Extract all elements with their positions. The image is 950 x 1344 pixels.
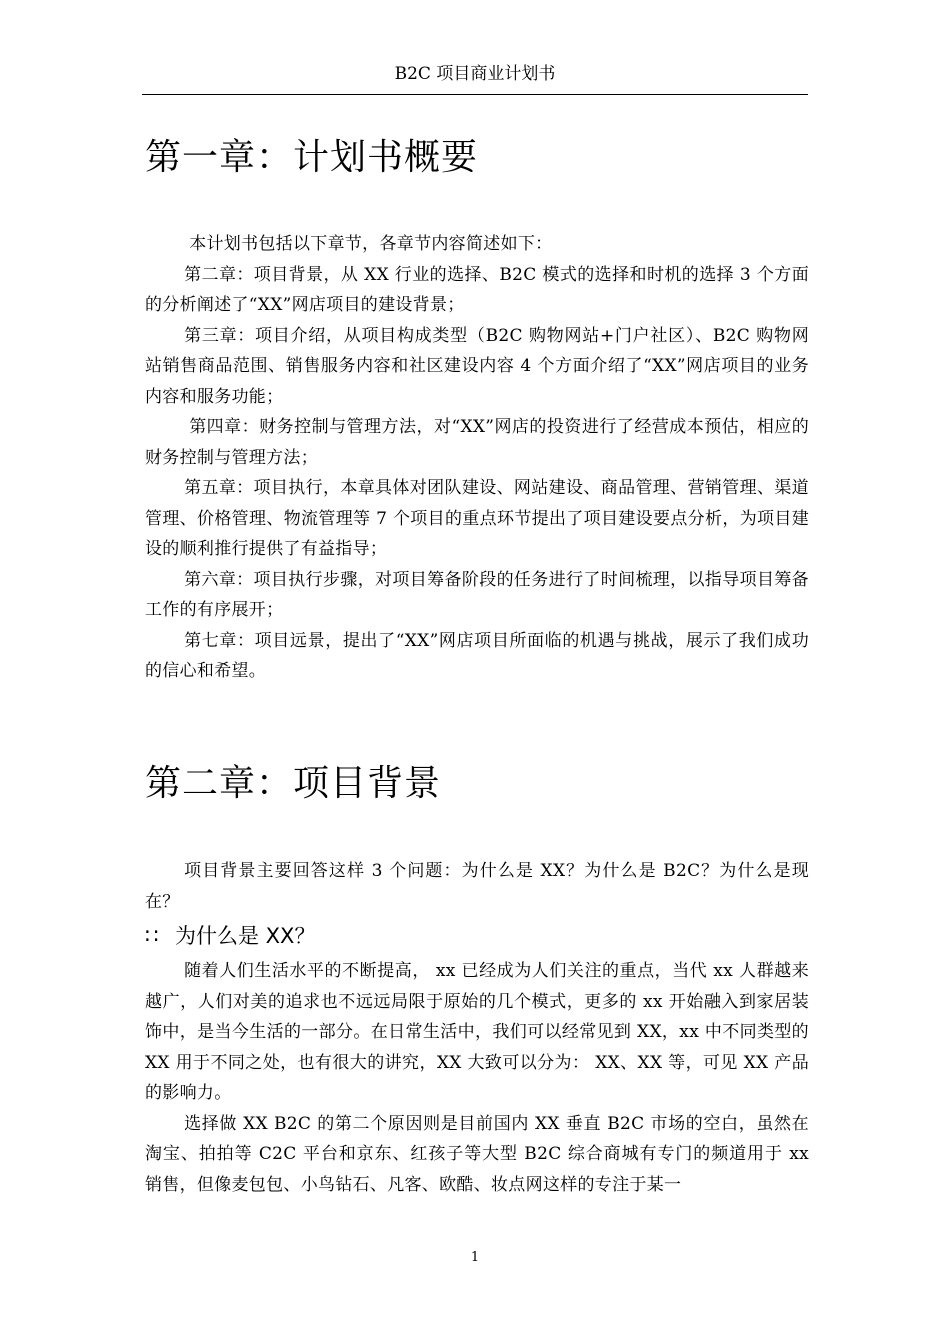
page-number: 1 bbox=[470, 1250, 480, 1265]
section-heading-text: 为什么是 XX？ bbox=[175, 924, 316, 948]
chapter-1-section bbox=[145, 136, 809, 180]
paragraph: 第四章：财务控制与管理方法，对“XX”网店的投资进行了经营成本预估，相应的财务控制与管理方法； bbox=[145, 417, 809, 468]
chapter-2-body bbox=[145, 856, 809, 1200]
header-divider bbox=[142, 94, 808, 95]
section-heading bbox=[145, 920, 809, 952]
paragraph: 第二章：项目背景，从 XX 行业的选择、B2C 模式的选择和时机的选择 3 个方面的分析阐述了“XX”网店项目的建设背景； bbox=[145, 264, 809, 315]
chapter-2-section bbox=[145, 762, 809, 806]
paragraph: 第七章：项目远景，提出了“XX”网店项目所面临的机遇与挑战，展示了我们成功的信心和希望。 bbox=[145, 630, 809, 681]
chapter-2-title: 第二章：项目背景 bbox=[145, 763, 442, 804]
running-header: B2C 项目商业计划书 bbox=[394, 64, 556, 84]
paragraph: 第五章：项目执行，本章具体对团队建设、网站建设、商品管理、营销管理、渠道管理、价格管理、物流管理等 7 个项目的重点环节提出了项目建设要点分析，为项目建设的顺利推行提供了有益指导； bbox=[145, 478, 809, 559]
paragraph: 第三章：项目介绍，从项目构成类型（B2C 购物网站+门户社区）、B2C 购物网站销售商品范围、销售服务内容和社区建设内容 4 个方面介绍了“XX”网店项目的业务内容和服务功能； bbox=[145, 325, 809, 407]
chapter-1-title: 第一章：计划书概要 bbox=[145, 137, 479, 178]
paragraph: 项目背景主要回答这样 3 个问题：为什么是 XX？为什么是 B2C？为什么是现在？ bbox=[145, 861, 809, 912]
chapter-1-body bbox=[145, 229, 809, 687]
paragraph: 第六章：项目执行步骤，对项目筹备阶段的任务进行了时间梳理，以指导项目筹备工作的有序展开； bbox=[145, 569, 809, 620]
section-bullet: ∷ bbox=[145, 924, 159, 948]
paragraph: 本计划书包括以下章节，各章节内容简述如下： bbox=[189, 234, 553, 254]
paragraph: 随着人们生活水平的不断提高， xx 已经成为人们关注的重点，当代 xx 人群越来越广，人们对美的追求也不远远局限于原始的几个模式，更多的 xx 开始融入到家居装饰中，是当今生活的一部分。在日常生活中，我们可以经常见到 XX，xx 中不同类型的 XX 用于不同之处，也有很大的讲究，XX 大致可以分为： XX、XX 等，可见 XX 产品的影响力。 bbox=[145, 961, 809, 1103]
paragraph: 选择做 XX B2C 的第二个原因则是目前国内 XX 垂直 B2C 市场的空白，虽然在淘宝、拍拍等 C2C 平台和京东、红孩子等大型 B2C 综合商城有专门的频道用于 xx 销售，但像麦包包、小鸟钻石、凡客、欧酷、妆点网这样的专注于某一 bbox=[145, 1113, 809, 1195]
